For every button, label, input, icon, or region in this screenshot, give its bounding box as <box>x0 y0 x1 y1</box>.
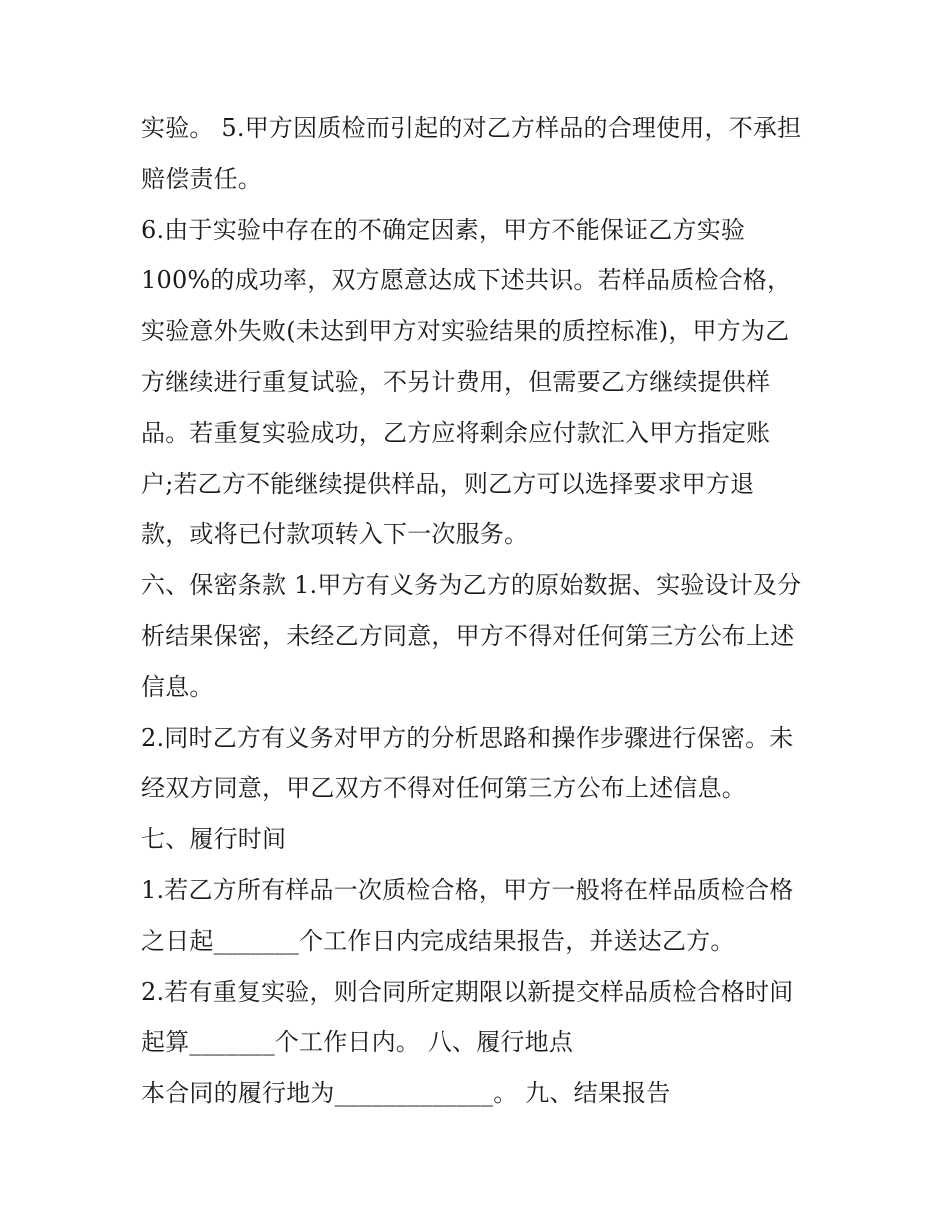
text-line: 2.若有重复实验，则合同所定期限以新提交样品质检合格时间 <box>141 977 794 1006</box>
text-line: 信息。 <box>141 672 214 701</box>
text-line: 本合同的履行地为_____________。 九、结果报告 <box>141 1079 671 1108</box>
text-line: 6.由于实验中存在的不确定因素，甲方不能保证乙方实验 <box>141 215 746 244</box>
text-line: 100%的成功率，双方愿意达成下述共识。若样品质检合格， <box>141 266 792 295</box>
text-line: 实验。 5.甲方因质检而引起的对乙方样品的合理使用，不承担 <box>141 114 802 142</box>
text-line: 1.若乙方所有样品一次质检合格，甲方一般将在样品质检合格 <box>141 875 794 904</box>
text-line: 实验意外失败(未达到甲方对实验结果的质控标准)，甲方为乙 <box>141 317 790 346</box>
text-line: 款，或将已付款项转入下一次服务。 <box>141 520 529 549</box>
section-heading-confidentiality: 六、保密条款 1.甲方有义务为乙方的原始数据、实验设计及分 <box>141 571 802 600</box>
text-line: 起算_______个工作日内。 八、履行地点 <box>141 1028 574 1057</box>
text-line: 经双方同意，甲乙双方不得对任何第三方公布上述信息。 <box>141 774 746 803</box>
contract-text <box>141 103 821 1119</box>
text-line: 赔偿责任。 <box>141 164 262 193</box>
text-line: 品。若重复实验成功，乙方应将剩余应付款汇入甲方指定账 <box>141 418 771 447</box>
text-line: 方继续进行重复试验，不另计费用，但需要乙方继续提供样 <box>141 367 771 396</box>
text-line: 户;若乙方不能继续提供样品，则乙方可以选择要求甲方退 <box>141 469 755 498</box>
text-line: 2.同时乙方有义务对甲方的分析思路和操作步骤进行保密。未 <box>141 723 794 752</box>
text-line: 之日起_______个工作日内完成结果报告，并送达乙方。 <box>141 926 735 955</box>
section-heading-performance-time: 七、履行时间 <box>141 825 287 854</box>
text-line: 析结果保密，未经乙方同意，甲方不得对任何第三方公布上述 <box>141 621 795 650</box>
